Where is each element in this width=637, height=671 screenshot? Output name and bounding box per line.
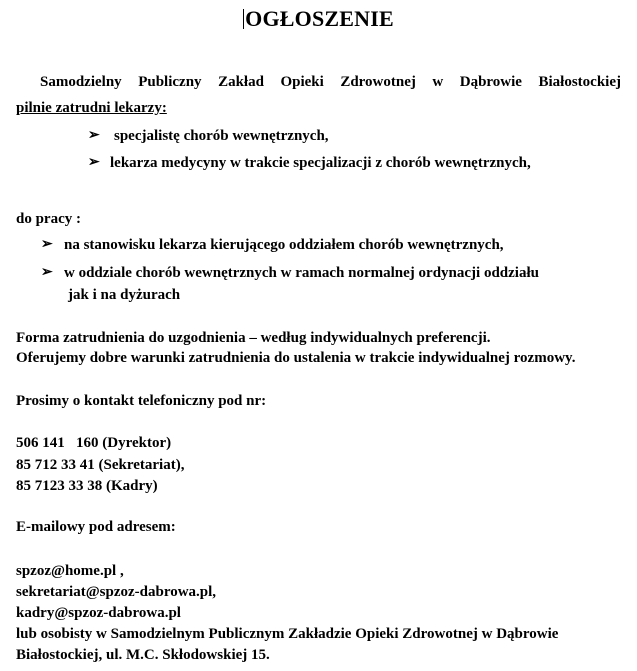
intro-word: Zakład: [218, 74, 264, 90]
position-continuation: jak i na dyżurach: [68, 287, 181, 303]
arrow-bullet-icon: ➢: [88, 128, 100, 143]
intro-word: Samodzielny: [40, 74, 122, 90]
email-address: kadry@spzoz-dabrowa.pl: [16, 605, 181, 621]
phone-prompt: Prosimy o kontakt telefoniczny pod nr:: [16, 393, 267, 409]
phone-number: 85 7123 33 38 (Kadry): [16, 478, 158, 494]
arrow-bullet-icon: ➢: [88, 155, 100, 170]
arrow-bullet-icon: ➢: [41, 265, 53, 280]
position-item: w oddziale chorób wewnętrznych w ramach normalnej ordynacji oddziału: [64, 265, 539, 281]
arrow-bullet-icon: ➢: [41, 237, 53, 252]
intro-word: Publiczny: [138, 74, 202, 90]
intro-word: Białostockiej: [538, 74, 621, 90]
email-prompt: E-mailowy pod adresem:: [16, 519, 176, 535]
offer-text: Oferujemy dobre warunki zatrudnienia do ustalenia w trakcie indywidualnej rozmowy.: [16, 350, 576, 366]
email-address: sekretariat@spzoz-dabrowa.pl,: [16, 584, 217, 600]
announcement-title: [0, 6, 637, 32]
position-item: na stanowisku lekarza kierującego oddziałem chorób wewnętrznych,: [64, 237, 504, 253]
intro-line: [40, 73, 621, 91]
text-cursor: [243, 9, 244, 29]
phone-number: 85 712 33 41 (Sekretariat),: [16, 457, 185, 473]
address-text: Białostockiej, ul. M.C. Skłodowskiej 15.: [16, 647, 270, 663]
title-text: OGŁOSZENIE: [245, 6, 394, 31]
doctor-item: specjalistę chorób wewnętrznych,: [114, 128, 329, 144]
in-person-text: lub osobisty w Samodzielnym Publicznym Zakładzie Opieki Zdrowotnej w Dąbrowie: [16, 626, 559, 642]
phone-number: 506 141 160 (Dyrektor): [16, 435, 172, 451]
hire-line: pilnie zatrudni lekarzy:: [16, 100, 167, 116]
intro-word: Zdrowotnej: [340, 74, 416, 90]
doctor-item: lekarza medycyny w trakcie specjalizacji z chorób wewnętrznych,: [110, 155, 531, 171]
intro-word: Dąbrowie: [459, 74, 522, 90]
email-address: spzoz@home.pl ,: [16, 563, 124, 579]
intro-word: Opieki: [280, 74, 324, 90]
intro-word: w: [432, 74, 444, 90]
employment-form: Forma zatrudnienia do uzgodnienia – według indywidualnych preferencji.: [16, 330, 491, 346]
work-label: do pracy :: [16, 211, 81, 227]
